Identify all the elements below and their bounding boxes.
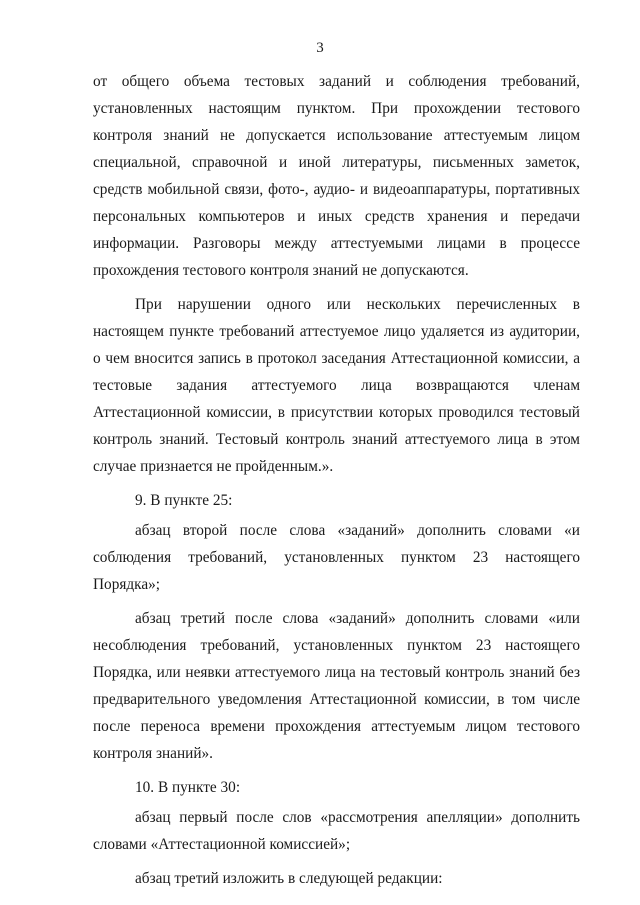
paragraph-violation: При нарушении одного или нескольких перечисленных в настоящем пункте требований аттестуемое лицо удаляется из аудитории, о чем вносится запись в протокол заседания Аттестационной комиссии, а тестовые задания аттестуемого лица возвращаются членам Аттестационной комиссии, в присутствии которых проводился тестовый контроль знаний. Тестовый контроль знаний аттестуемого лица в этом случае признается не пройденным.». (93, 296, 580, 475)
document-body (93, 68, 580, 892)
item-10-heading: 10. В пункте 30: (135, 779, 241, 796)
item-9-paragraph-2: абзац второй после слова «заданий» дополнить словами «и соблюдения требований, установленных пунктом 23 настоящего Порядка»; (93, 522, 580, 593)
item-9-heading: 9. В пункте 25: (135, 492, 233, 509)
paragraph-continuation: от общего объема тестовых заданий и соблюдения требований, установленных настоящим пунктом. При прохождении тестового контроля знаний не допускается использование аттестуемым лицом специальной, справочной и иной литературы, письменных заметок, средств мобильной связи, фото-, аудио- и видеоаппаратуры, портативных персональных компьютеров и иных средств хранения и передачи информации. Разговоры между аттестуемыми лицами в процессе прохождения тестового контроля знаний не допускаются. (93, 73, 580, 279)
item-10-paragraph-1: абзац первый после слов «рассмотрения апелляции» дополнить словами «Аттестационной комиссией»; (93, 809, 580, 853)
item-10-paragraph-3: абзац третий изложить в следующей редакции: (135, 870, 443, 887)
item-9-paragraph-3: абзац третий после слова «заданий» дополнить словами «или несоблюдения требований, установленных пунктом 23 настоящего Порядка, или неявки аттестуемого лица на тестовый контроль знаний без предварительного уведомления Аттестационной комиссии, в том числе после переноса времени прохождения аттестуемым лицом тестового контроля знаний». (93, 610, 580, 762)
page-number: 3 (316, 40, 324, 56)
